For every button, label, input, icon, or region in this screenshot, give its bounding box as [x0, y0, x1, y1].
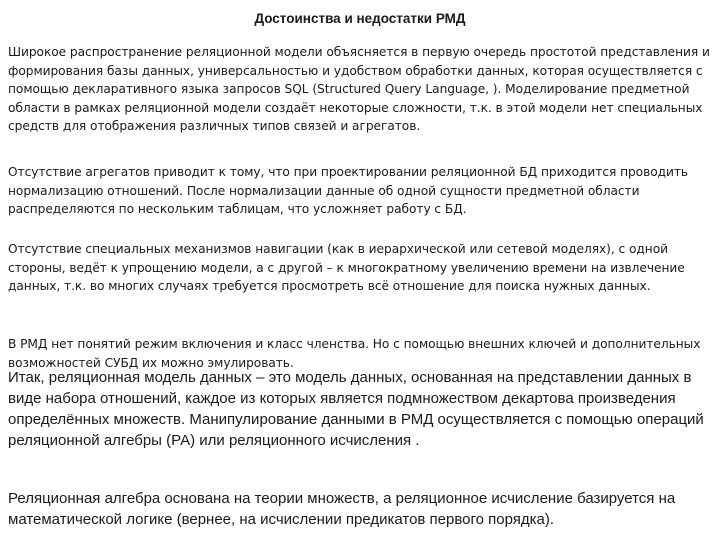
paragraph-no-navigation: Отсутствие специальных механизмов навигации (как в иерархической или сетевой моделях), с одной стороны, ведёт к упрощению модели, а с другой – к многократному увеличению времени на извлечение данных, т.к. во многих случаях требуется просмотреть всё отношение для поиска нужных данных. [8, 242, 685, 293]
paragraph-membership-class: В РМД нет понятий режим включения и класс членства. Но с помощью внешних ключей и дополнительных возможностей СУБД их можно эмулировать. [8, 337, 701, 370]
paragraph-no-aggregates: Отсутствие агрегатов приводит к тому, что при проектировании реляционной БД приходится проводить нормализацию отношений. После нормализации данные об одной сущности предметной области распределяются по нескольким таблицам, что усложняет работу с БД. [8, 165, 689, 216]
page-title: Достоинства и недостатки РМД [254, 11, 466, 26]
paragraph-rdm-popularity: Широкое распространение реляционной модели объясняется в первую очередь простотой представления и формирования базы данных, универсальностью и удобством обработки данных, которая осуществляется с помощью декларативного языка запросов SQL (Structured Query Language, ). Моделирование предметной области в рамках реляционной модели создаёт некоторые сложности, т.к. в этой модели нет специальных средств для отображения различных типов связей и агрегатов. [8, 45, 710, 133]
paragraph-algebra-calculus: Реляционная алгебра основана на теории множеств, а реляционное исчисление базируется на математической логике (вернее, на исчислении предикатов первого порядка). [8, 490, 676, 528]
paragraph-summary-definition: Итак, реляционная модель данных – это модель данных, основанная на представлении данных в виде набора отношений, каждое из которых является подмножеством декартова произведения определённых множеств. Манипулирование данными в РМД осуществляется с помощью операций реляционной алгебры (РА) или реляционного исчисления . [8, 369, 704, 449]
